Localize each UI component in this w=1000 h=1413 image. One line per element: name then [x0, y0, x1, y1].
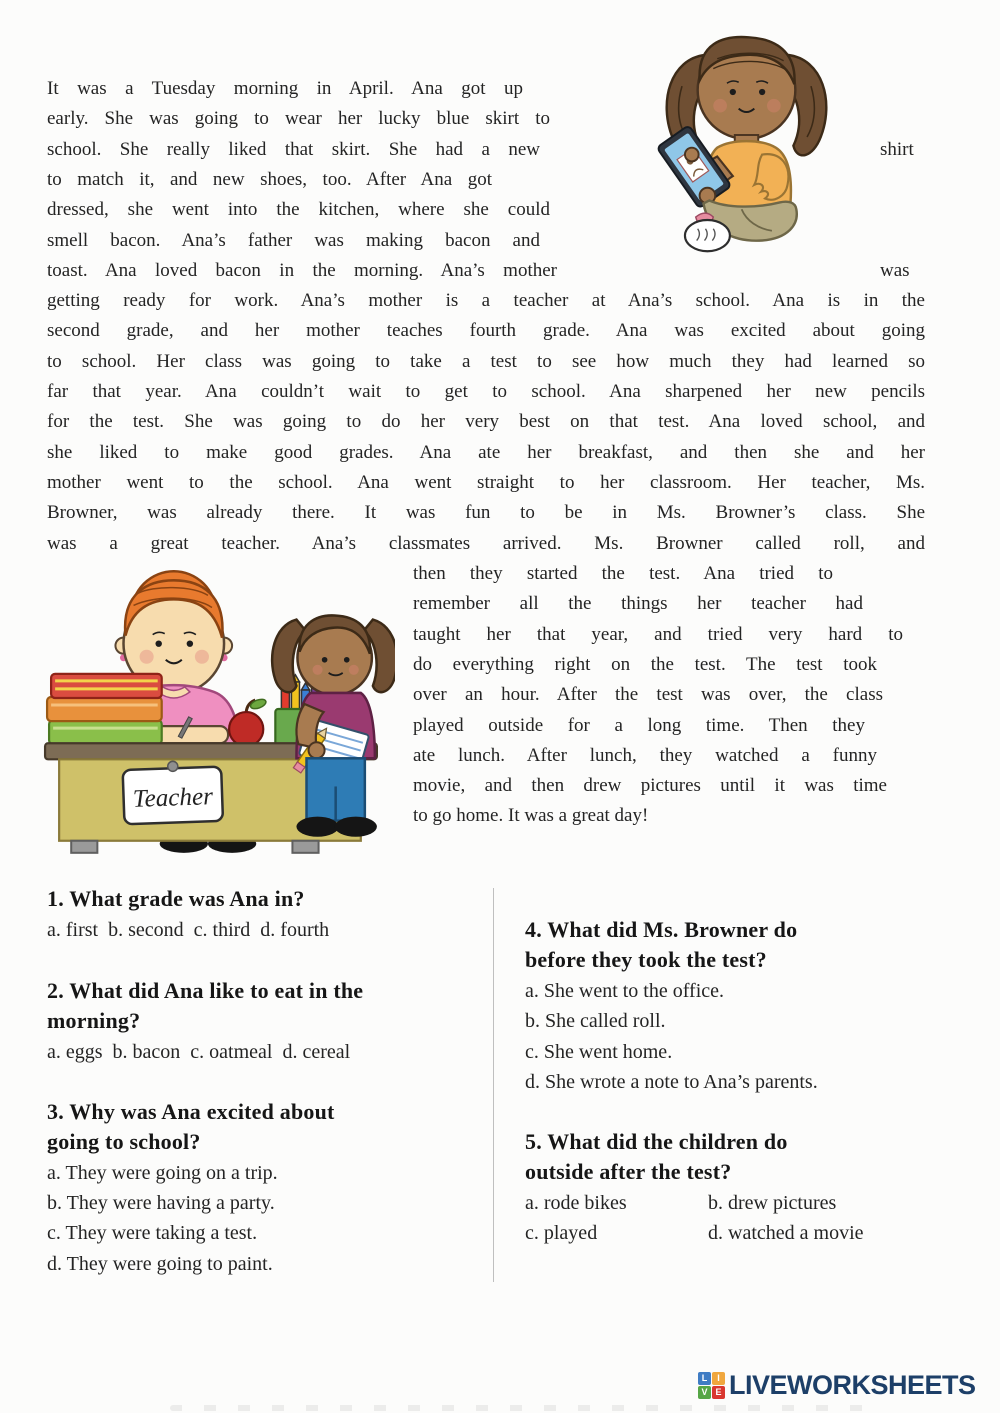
story-line: ate lunch. After lunch, they watched a funny	[413, 745, 877, 766]
question-3-option: c. They were taking a test.	[47, 1222, 258, 1244]
story-line: to go home. It was a great day!	[413, 805, 649, 826]
question-1-options: a. first b. second c. third d. fourth	[47, 919, 330, 941]
story-line: school. She really liked that skirt. She had a new	[47, 139, 540, 160]
story-line: to match it, and new shoes, too. After Ana got	[47, 169, 492, 190]
question-3-option: b. They were having a party.	[47, 1192, 275, 1214]
story-line: do everything right on the test. The test took	[413, 654, 877, 675]
logo-tile: E	[712, 1386, 725, 1399]
story-line: Browner, was already there. It was fun to be in Ms. Browner’s class. She	[47, 502, 925, 523]
story-line: mother went to the school. Ana went straight to her classroom. Her teacher, Ms.	[47, 472, 925, 493]
logo-tile: L	[698, 1372, 711, 1385]
question-3-heading: 3. Why was Ana excited about	[47, 1099, 335, 1124]
question-2-heading: 2. What did Ana like to eat in the	[47, 978, 364, 1003]
story-side-word: was	[880, 260, 910, 281]
logo-tile: I	[712, 1372, 725, 1385]
question-4-option: c. She went home.	[525, 1041, 673, 1063]
story-line: for the test. She was going to do her very best on that test. Ana loved school, and	[47, 411, 925, 432]
story-line: she liked to make good grades. Ana ate her breakfast, and then she and her	[47, 442, 925, 463]
question-4-heading: 4. What did Ms. Browner do	[525, 917, 798, 942]
question-3-heading: going to school?	[47, 1129, 201, 1154]
story-line: smell bacon. Ana’s father was making bacon and	[47, 230, 540, 251]
reading-girl-illustration	[648, 8, 845, 262]
question-2-options: a. eggs b. bacon c. oatmeal d. cereal	[47, 1041, 351, 1063]
teacher-scene-illustration	[33, 553, 395, 855]
story-line: dressed, she went into the kitchen, where she could	[47, 199, 550, 220]
story-line: early. She was going to wear her lucky blue skirt to	[47, 108, 550, 129]
question-4-heading: before they took the test?	[525, 947, 767, 972]
story-line: played outside for a long time. Then they	[413, 715, 865, 736]
question-4-option: d. She wrote a note to Ana’s parents.	[525, 1071, 818, 1093]
story-line: movie, and then drew pictures until it was time	[413, 775, 887, 796]
question-5-option: d. watched a movie	[708, 1222, 864, 1244]
story-line: to school. Her class was going to take a test to see how much they had learned so	[47, 351, 925, 372]
story-line: It was a Tuesday morning in April. Ana got up	[47, 78, 523, 99]
liveworksheets-logo[interactable]	[698, 1370, 976, 1400]
story-line: toast. Ana loved bacon in the morning. Ana’s mother	[47, 260, 557, 281]
question-3-option: a. They were going on a trip.	[47, 1162, 278, 1184]
teacher-sign-label: Teacher	[132, 783, 214, 813]
story-line: second grade, and her mother teaches fourth grade. Ana was excited about going	[47, 320, 925, 341]
question-4-option: b. She called roll.	[525, 1010, 666, 1032]
story-line: remember all the things her teacher had	[413, 593, 863, 614]
question-5-heading: outside after the test?	[525, 1159, 732, 1184]
story-side-word: shirt	[880, 139, 914, 160]
story-line: then they started the test. Ana tried to	[413, 563, 833, 584]
story-line: getting ready for work. Ana’s mother is a teacher at Ana’s school. Ana is in the	[47, 290, 925, 311]
story-line: over an hour. After the test was over, the class	[413, 684, 883, 705]
question-5-option: b. drew pictures	[708, 1192, 837, 1214]
column-divider	[493, 888, 494, 1282]
liveworksheets-logo-text: LIVEWORKSHEETS	[729, 1370, 976, 1400]
scan-artifact-strip	[170, 1405, 870, 1411]
story-line: taught her that year, and tried very hard to	[413, 624, 903, 645]
question-2-heading: morning?	[47, 1008, 141, 1033]
question-5-heading: 5. What did the children do	[525, 1129, 788, 1154]
story-line: far that year. Ana couldn’t wait to get to school. Ana sharpened her new pencils	[47, 381, 925, 402]
question-5-option: a. rode bikes	[525, 1192, 627, 1214]
question-1-heading: 1. What grade was Ana in?	[47, 886, 305, 911]
question-5-option: c. played	[525, 1222, 598, 1244]
liveworksheets-logo-tiles	[698, 1372, 725, 1399]
question-3-option: d. They were going to paint.	[47, 1253, 273, 1275]
question-4-option: a. She went to the office.	[525, 980, 725, 1002]
logo-tile: V	[698, 1386, 711, 1399]
story-line: was a great teacher. Ana’s classmates arrived. Ms. Browner called roll, and	[47, 533, 925, 554]
